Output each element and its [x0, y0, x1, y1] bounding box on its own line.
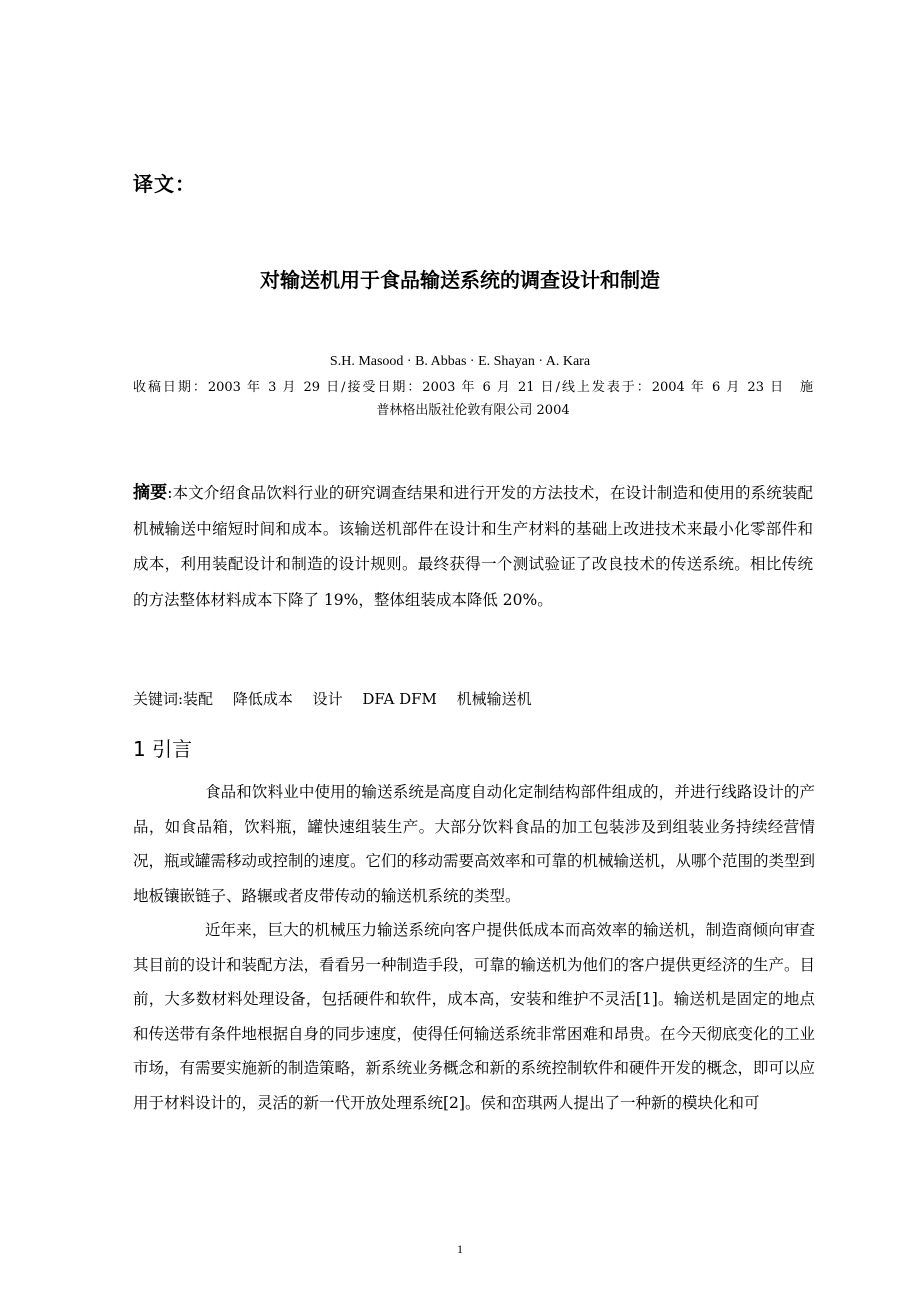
paragraph: 食品和饮料业中使用的输送系统是高度自动化定制结构部件组成的，并进行线路设计的产品，如食品箱，饮料瓶，罐快速组装生产。大部分饮料食品的加工包装涉及到组装业务持续经营情况，瓶或罐需移动或控制的速度。它们的移动需要高效率和可靠的机械输送机，从哪个范围的类型到地板镶嵌链子、路辗或者皮带传动的输送机系统的类型。 — [133, 783, 816, 905]
introduction-body — [133, 775, 815, 1120]
keywords: 关键词:装配 降低成本 设计 DFA DFM 机械输送机 — [133, 690, 532, 708]
publication-dates-line-2: 普林格出版社伦敦有限公司 2004 — [376, 403, 570, 418]
page-number: 1 — [457, 1242, 463, 1256]
abstract-text: :本文介绍食品饮料行业的研究调查结果和进行开发的方法技术，在设计制造和使用的系统装配机械输送中缩短时间和成本。该输送机部件在设计和生产材料的基础上改进技术来最小化零部件和成本，利用装配设计和制造的设计规则。最终获得一个测试验证了改良技术的传送系统。相比传统的方法整体材料成本下降了 19%，整体组装成本降低 20%。 — [133, 484, 813, 609]
section-heading-introduction: 1 引言 — [133, 737, 193, 761]
abstract — [133, 476, 813, 618]
publication-dates-line-1: 收稿日期：2003 年 3 月 29 日/接受日期：2003 年 6 月 21 日/线上发表于：2004 年 6 月 23 日 施 — [133, 380, 813, 395]
page-label: 译文： — [133, 172, 196, 196]
author-list: S.H. Masood · B. Abbas · E. Shayan · A. Kara — [329, 354, 591, 369]
abstract-label: 摘要 — [133, 483, 168, 503]
publication-dates — [133, 376, 813, 422]
document-title: 对输送机用于食品输送系统的调查设计和制造 — [260, 268, 660, 292]
paragraph: 近年来，巨大的机械压力输送系统向客户提供低成本而高效率的输送机，制造商倾向审查其目前的设计和装配方法，看看另一种制造手段，可靠的输送机为他们的客户提供更经济的生产。目前，大多数材料处理设备，包括硬件和软件，成本高，安装和维护不灵活[1]。输送机是固定的地点和传送带有条件地根据自身的同步速度，使得任何输送系统非常困难和昂贵。在今天彻底变化的工业市场，有需要实施新的制造策略，新系统业务概念和新的系统控制软件和硬件开发的概念，即可以应用于材料设计的，灵活的新一代开放处理系统[2]。侯和峦琪两人提出了一种新的模块化和可 — [133, 921, 816, 1112]
